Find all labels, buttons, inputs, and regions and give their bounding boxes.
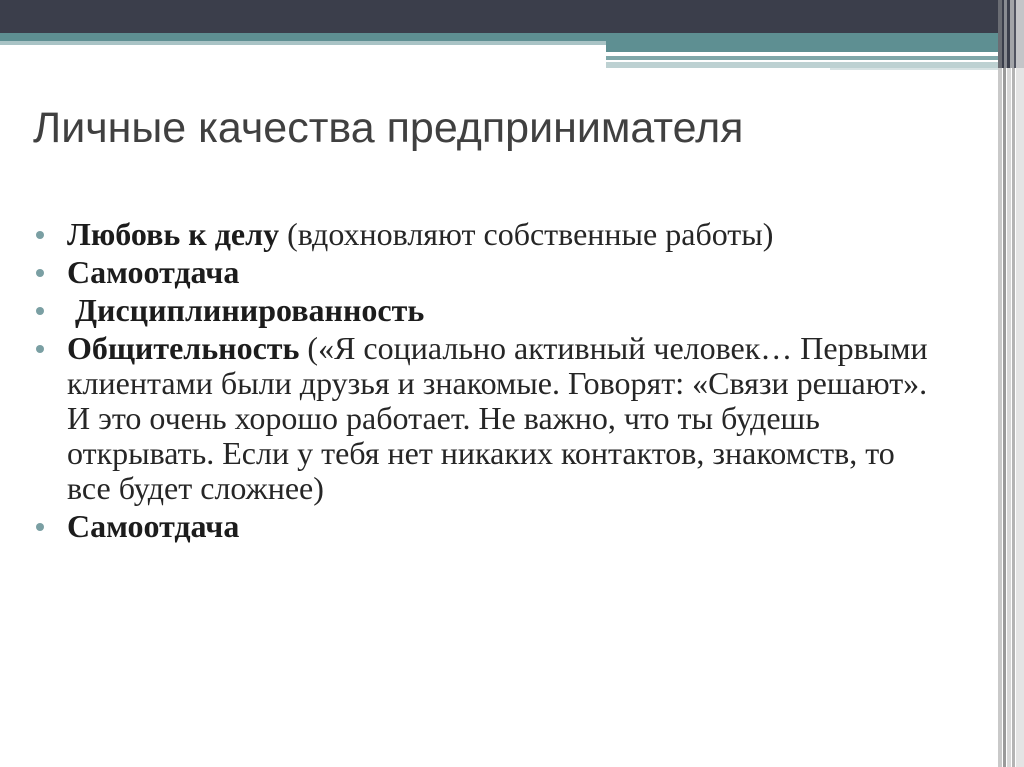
bullet-bold-text: Общительность [67, 330, 300, 366]
bullet-item [36, 255, 936, 290]
right-edge-stripe [1007, 0, 1011, 767]
header-band-teal-right [606, 41, 1000, 52]
header-band-light-right-accent [830, 68, 1000, 70]
header-band-dark [0, 0, 1000, 33]
bullet-detail-text: (вдохновляют собственные работы) [279, 216, 774, 252]
bullet-bold-text: Самоотдача [67, 254, 240, 290]
right-edge-stripe [998, 0, 1002, 767]
bullet-item [36, 509, 936, 544]
header-band-teal-thin [606, 56, 1000, 60]
header-band-teal [0, 33, 1000, 41]
right-edge-top-block [998, 0, 1024, 68]
right-edge-stripe [1016, 0, 1024, 767]
bullet-detail-text: («Я социально активный человек… Первыми клиентами были друзья и знакомые. Говорят: «Связи решают». И это очень хорошо работает. Не важно, что ты будешь открывать. Если у тебя нет никаких контактов, знакомств, то все будет сложнее) [67, 330, 928, 506]
bullet-list [36, 217, 936, 547]
bullet-dot-icon [36, 269, 44, 277]
bullet-item [36, 293, 936, 328]
bullet-bold-text: Самоотдача [67, 508, 240, 544]
right-edge-stripe [1003, 0, 1006, 767]
bullet-item [36, 217, 936, 252]
bullet-dot-icon [36, 231, 44, 239]
bullet-bold-text: Любовь к делу [67, 216, 280, 252]
bullet-item [36, 331, 936, 506]
bullet-dot-icon [36, 345, 44, 353]
bullet-dot-icon [36, 307, 44, 315]
right-edge-stripe [1012, 0, 1015, 767]
bullet-dot-icon [36, 523, 44, 531]
slide-title: Личные качества предпринимателя [33, 104, 744, 152]
bullet-bold-text: Дисциплинированность [67, 292, 425, 328]
header-band-light [0, 41, 606, 45]
